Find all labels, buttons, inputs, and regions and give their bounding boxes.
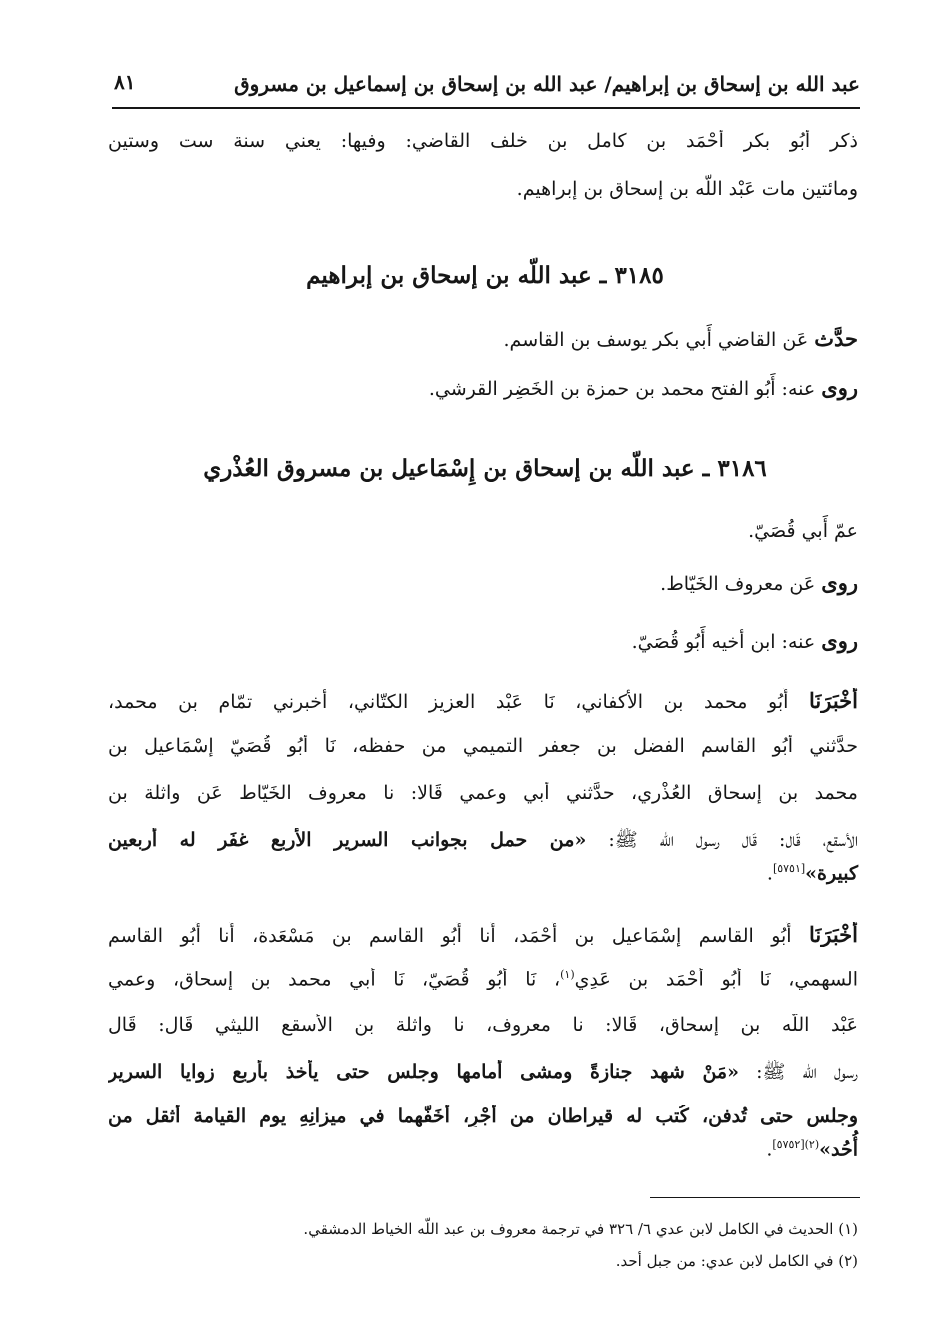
haddath-text: عَن القاضي أَبي بكر يوسف بن القاسم. (503, 329, 815, 351)
footnote-marker-1: (١) (560, 968, 575, 981)
hadith-1-line-4 (108, 828, 858, 856)
intro-line-1: ذكر أَبُو بكر أَحْمَد بن كامل بن خلف القاضي: وفيها: يعني سنة ست وستين (108, 130, 858, 152)
intro-line-2: ومائتين مات عَبْد اللّه بن إسحاق بن إبراهيم. (516, 178, 858, 200)
entry-3186-rawa-2 (632, 628, 858, 653)
rawa-2-label: روى (821, 628, 858, 653)
rawa-1-text: عَن معروف الخَيّاط. (660, 573, 822, 595)
rawa-text: عنه: أَبُو الفتح محمد بن حمزة بن الخَضِر القرشي. (428, 378, 822, 400)
hadith-2-line-6 (766, 1138, 858, 1160)
hadith-2-line-1-text: أَبُو القاسم إِسْمَاعيل بن أَحْمَد، أَنا أَبُو القاسم بن مَسْعَدة، أَنا أَبُو القاسم (108, 925, 810, 947)
hadith-1-line-4-text: الأسقع، قَال: قَال رسول اللّه ﷺ: (586, 829, 858, 851)
entry-3185-heading: ٣١٨٥ ـ عبد اللّه بن إسحاق بن إبراهيم (306, 262, 664, 289)
hadith-2-ref-number: [٥٧٥٢] (772, 1138, 805, 1151)
hadith-2-line-2 (108, 968, 858, 990)
hadith-1-line-1 (108, 688, 858, 713)
entry-3186-uncle: عمّ أَبي قُصَيّ. (748, 520, 858, 542)
hadith-1-matn-end: كبيرة» (805, 862, 858, 885)
hadith-2-period: . (766, 1138, 773, 1161)
footnote-1: (١) الحديث في الكامل لابن عدي ٦/ ٣٢٦ في ترجمة معروف بن عبد اللّه الخياط الدمشقي. (303, 1220, 858, 1238)
hadith-1-line-2: حدَّثني أَبُو القاسم الفضل بن جعفر التميمي من حفظه، نَا أَبُو قُصَيّ إِسْمَاعيل بن (108, 735, 858, 757)
hadith-2-line-4-text: رسول اللّه ﷺ: (738, 1061, 858, 1083)
page-number: ٨١ (114, 70, 136, 94)
hadith-2-line-2-text-b: ، نَا أَبُو قُصَيّ، نَا أَبي محمد بن إسحاق، وعمي (108, 968, 561, 991)
hadith-1-line-5 (767, 862, 858, 884)
entry-3185-haddath (504, 326, 858, 351)
rawa-1-label: روى (821, 570, 858, 595)
haddath-label: حدَّث (814, 326, 858, 351)
hadith-1-ref-number: [٥٧٥١] (772, 862, 806, 875)
hadith-1-matn: «من حمل بجوانب السرير الأربع غفَر له أربعين (108, 829, 587, 851)
entry-3186-rawa-1 (660, 570, 858, 595)
hadith-1-line-1-text: أَبُو محمد بن الأكفاني، نَا عَبْد العزيز الكتّاني، أخبرني تمّام بن محمد، (108, 691, 810, 713)
hadith-2-matn: «مَنْ شهد جنازةً ومشى أمامها وجلس حتى يأخذ بأربع زوايا السرير (108, 1061, 739, 1083)
hadith-2-line-1 (108, 922, 858, 947)
hadith-2-matn-cont: وجلس حتى تُدفن، كُتب له قيراطان من أَجْرٍ، أَخَفّهما في ميزانِهِ يوم القيامة أثقل من (108, 1105, 858, 1127)
footnote-marker-2: (٢) (804, 1138, 820, 1151)
hadith-2-akhbarana: أَخْبَرَنَا (809, 922, 858, 947)
hadith-2-line-3: عَبْد اللّه بن إسحاق، قَالا: نا معروف، نا واثلة بن الأسقع الليثي قَال: قَال (108, 1014, 858, 1036)
footnote-2: (٢) في الكامل لابن عدي: من جبل أحد. (615, 1252, 858, 1270)
hadith-2-line-2-text-a: السهمي، نَا أَبُو أَحْمَد بن عَدِي (574, 968, 858, 991)
entry-3185-rawa (429, 375, 858, 400)
hadith-1-akhbarana: أَخْبَرَنَا (809, 688, 858, 713)
running-header-title: عبد الله بن إسحاق بن إبراهيم/ عبد الله بن إسحاق بن إسماعيل بن مسروق (234, 72, 860, 96)
rawa-2-text: عنه: ابن أخيه أَبُو قُصَيّ. (631, 631, 822, 653)
hadith-1-line-3: محمد بن إسحاق العُذْري، حدَّثني أَبي وعمي قَالا: نا معروف الخَيّاط عَن واثلة بن (108, 782, 858, 804)
entry-3186-heading: ٣١٨٦ ـ عبد اللّه بن إسحاق بن إِسْمَاعيل بن مسروق العُذْري (203, 455, 767, 482)
footnote-rule (650, 1197, 860, 1198)
header-rule (112, 107, 860, 109)
rawa-label: روى (821, 375, 858, 400)
hadith-2-line-4 (108, 1060, 858, 1088)
hadith-1-period: . (766, 862, 773, 885)
hadith-2-line-5 (108, 1105, 858, 1127)
hadith-2-matn-end: أُحُد» (819, 1138, 858, 1161)
